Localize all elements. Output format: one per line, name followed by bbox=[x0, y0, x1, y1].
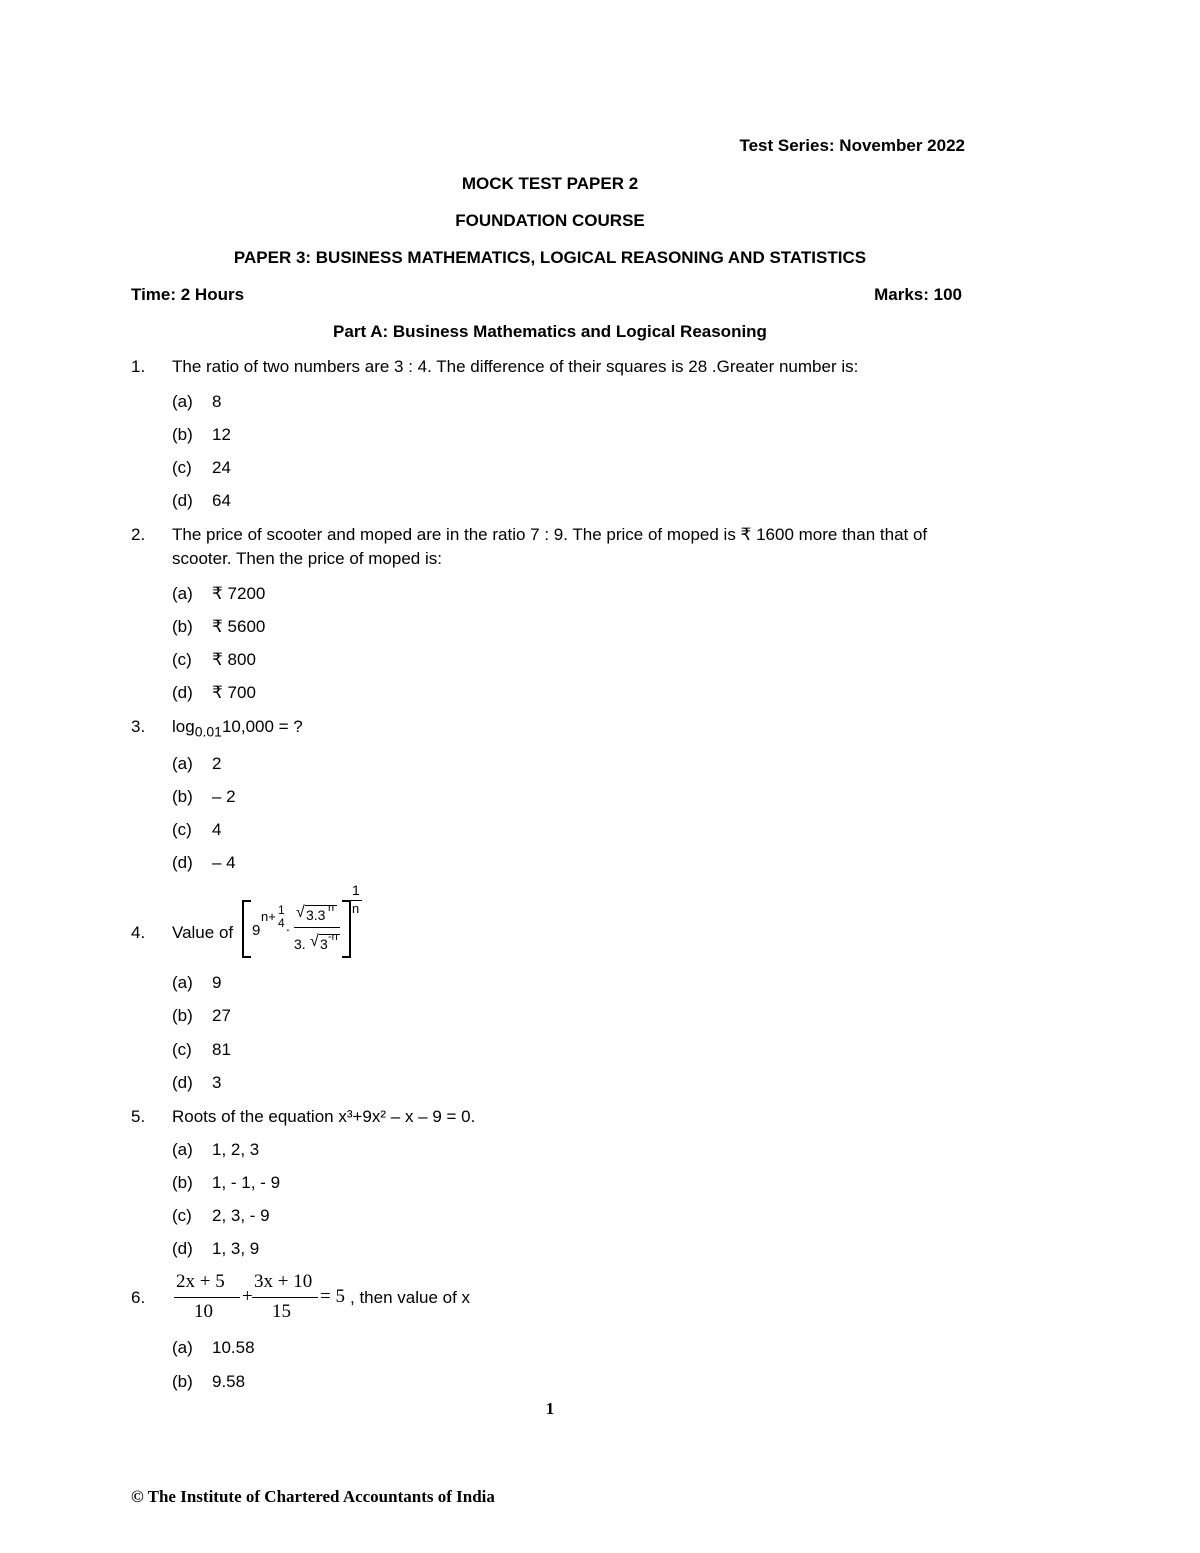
question-text: Roots of the equation x³+9x² – x – 9 = 0. bbox=[172, 1107, 476, 1126]
exponent-n-plus: n+ bbox=[261, 909, 276, 924]
denominator-exp: -n bbox=[328, 931, 338, 943]
fraction1-bar bbox=[174, 1297, 240, 1298]
option-value: 64 bbox=[212, 491, 231, 510]
question-prefix: Value of bbox=[172, 923, 234, 942]
outer-exp-num: 1 bbox=[352, 882, 360, 898]
option-value: 4 bbox=[212, 820, 222, 839]
fraction2-numerator: 3x + 10 bbox=[254, 1271, 313, 1292]
fraction2-denominator: 15 bbox=[272, 1301, 291, 1322]
value-expression bbox=[240, 880, 380, 962]
question-text: The price of scooter and moped are in the ratio 7 : 9. The price of moped is ₹ 1600 more than that of bbox=[172, 525, 928, 544]
question-number: 6. bbox=[131, 1288, 146, 1307]
exponent-frac-den: 4 bbox=[278, 916, 285, 930]
option-value: 1, 2, 3 bbox=[212, 1140, 260, 1159]
numerator-root: 3.3 bbox=[306, 907, 326, 923]
option-label: (a) bbox=[172, 754, 193, 773]
option-value: 81 bbox=[212, 1040, 231, 1059]
numerator-exp: n bbox=[328, 902, 335, 914]
page-number: 1 bbox=[545, 1399, 555, 1418]
exponent-frac-num: 1 bbox=[278, 903, 285, 917]
option-value: 9 bbox=[212, 973, 222, 992]
multiply-dot: . bbox=[286, 918, 290, 934]
option-label: (b) bbox=[172, 1372, 193, 1391]
option-value: 8 bbox=[212, 392, 222, 411]
option-value: 2, 3, - 9 bbox=[212, 1206, 270, 1225]
paper-title: MOCK TEST PAPER 2 bbox=[461, 174, 639, 193]
log-argument: 10,000 = ? bbox=[221, 717, 303, 736]
option-label: (d) bbox=[172, 1073, 193, 1092]
base-nine: 9 bbox=[252, 922, 261, 939]
option-label: (d) bbox=[172, 683, 193, 702]
equation-suffix: , then value of x bbox=[350, 1288, 471, 1307]
option-label: (b) bbox=[172, 1173, 193, 1192]
option-label: (a) bbox=[172, 1338, 193, 1357]
option-label: (b) bbox=[172, 425, 193, 444]
option-value: – 2 bbox=[212, 787, 236, 806]
option-value: 27 bbox=[212, 1006, 231, 1025]
option-label: (a) bbox=[172, 584, 193, 603]
course-name: FOUNDATION COURSE bbox=[455, 211, 645, 230]
option-value: ₹ 7200 bbox=[212, 584, 266, 603]
part-heading: Part A: Business Mathematics and Logical Reasoning bbox=[333, 322, 767, 341]
question-number: 5. bbox=[131, 1107, 146, 1126]
option-label: (a) bbox=[172, 1140, 193, 1159]
option-value: 10.58 bbox=[212, 1338, 255, 1357]
equation bbox=[172, 1270, 502, 1330]
left-bracket bbox=[242, 900, 251, 958]
log-base: 0.01 bbox=[194, 723, 222, 740]
option-value: ₹ 700 bbox=[212, 683, 256, 702]
option-label: (a) bbox=[172, 973, 193, 992]
option-label: (c) bbox=[172, 1206, 192, 1225]
test-series: Test Series: November 2022 bbox=[739, 136, 965, 155]
option-label: (b) bbox=[172, 787, 193, 806]
plus-sign: + bbox=[242, 1286, 253, 1307]
option-label: (a) bbox=[172, 392, 193, 411]
outer-exp-den: n bbox=[352, 901, 360, 916]
option-value: 1, 3, 9 bbox=[212, 1239, 260, 1258]
equals-five: = 5 bbox=[320, 1286, 345, 1307]
time-allowed: Time: 2 Hours bbox=[131, 285, 245, 304]
log-word: log bbox=[172, 717, 195, 736]
question-number: 4. bbox=[131, 923, 146, 942]
denominator-root-sign: √ bbox=[310, 933, 319, 950]
question-number: 3. bbox=[131, 717, 146, 736]
log-expression bbox=[172, 717, 303, 739]
option-value: – 4 bbox=[212, 853, 236, 872]
option-value: 9.58 bbox=[212, 1372, 246, 1391]
fraction-bar bbox=[294, 927, 340, 928]
denominator-coef: 3. bbox=[294, 936, 306, 952]
max-marks: Marks: 100 bbox=[874, 285, 962, 304]
option-label: (b) bbox=[172, 617, 193, 636]
question-number: 1. bbox=[131, 357, 146, 376]
numerator-root-sign: √ bbox=[296, 904, 305, 921]
question-text-continued: scooter. Then the price of moped is: bbox=[172, 549, 442, 568]
option-value: 12 bbox=[212, 425, 231, 444]
option-value: 2 bbox=[212, 754, 222, 773]
option-value: 24 bbox=[212, 458, 231, 477]
option-label: (c) bbox=[172, 820, 192, 839]
option-label: (d) bbox=[172, 491, 193, 510]
option-label: (d) bbox=[172, 1239, 193, 1258]
copyright-notice: © The Institute of Chartered Accountants of India bbox=[131, 1487, 495, 1506]
question-number: 2. bbox=[131, 525, 146, 544]
paper-subject: PAPER 3: BUSINESS MATHEMATICS, LOGICAL REASONING AND STATISTICS bbox=[233, 248, 867, 267]
right-bracket bbox=[342, 900, 351, 958]
option-value: ₹ 5600 bbox=[212, 617, 266, 636]
fraction2-bar bbox=[252, 1297, 318, 1298]
fraction1-numerator: 2x + 5 bbox=[176, 1271, 225, 1292]
option-label: (b) bbox=[172, 1006, 193, 1025]
option-label: (d) bbox=[172, 853, 193, 872]
option-value: 3 bbox=[212, 1073, 222, 1092]
option-label: (c) bbox=[172, 1040, 192, 1059]
option-label: (c) bbox=[172, 650, 192, 669]
fraction1-denominator: 10 bbox=[194, 1301, 213, 1322]
option-value: 1, - 1, - 9 bbox=[212, 1173, 281, 1192]
option-value: ₹ 800 bbox=[212, 650, 256, 669]
question-text: The ratio of two numbers are 3 : 4. The difference of their squares is 28 .Greater number is: bbox=[172, 357, 859, 376]
option-label: (c) bbox=[172, 458, 192, 477]
denominator-root: 3 bbox=[320, 936, 328, 952]
